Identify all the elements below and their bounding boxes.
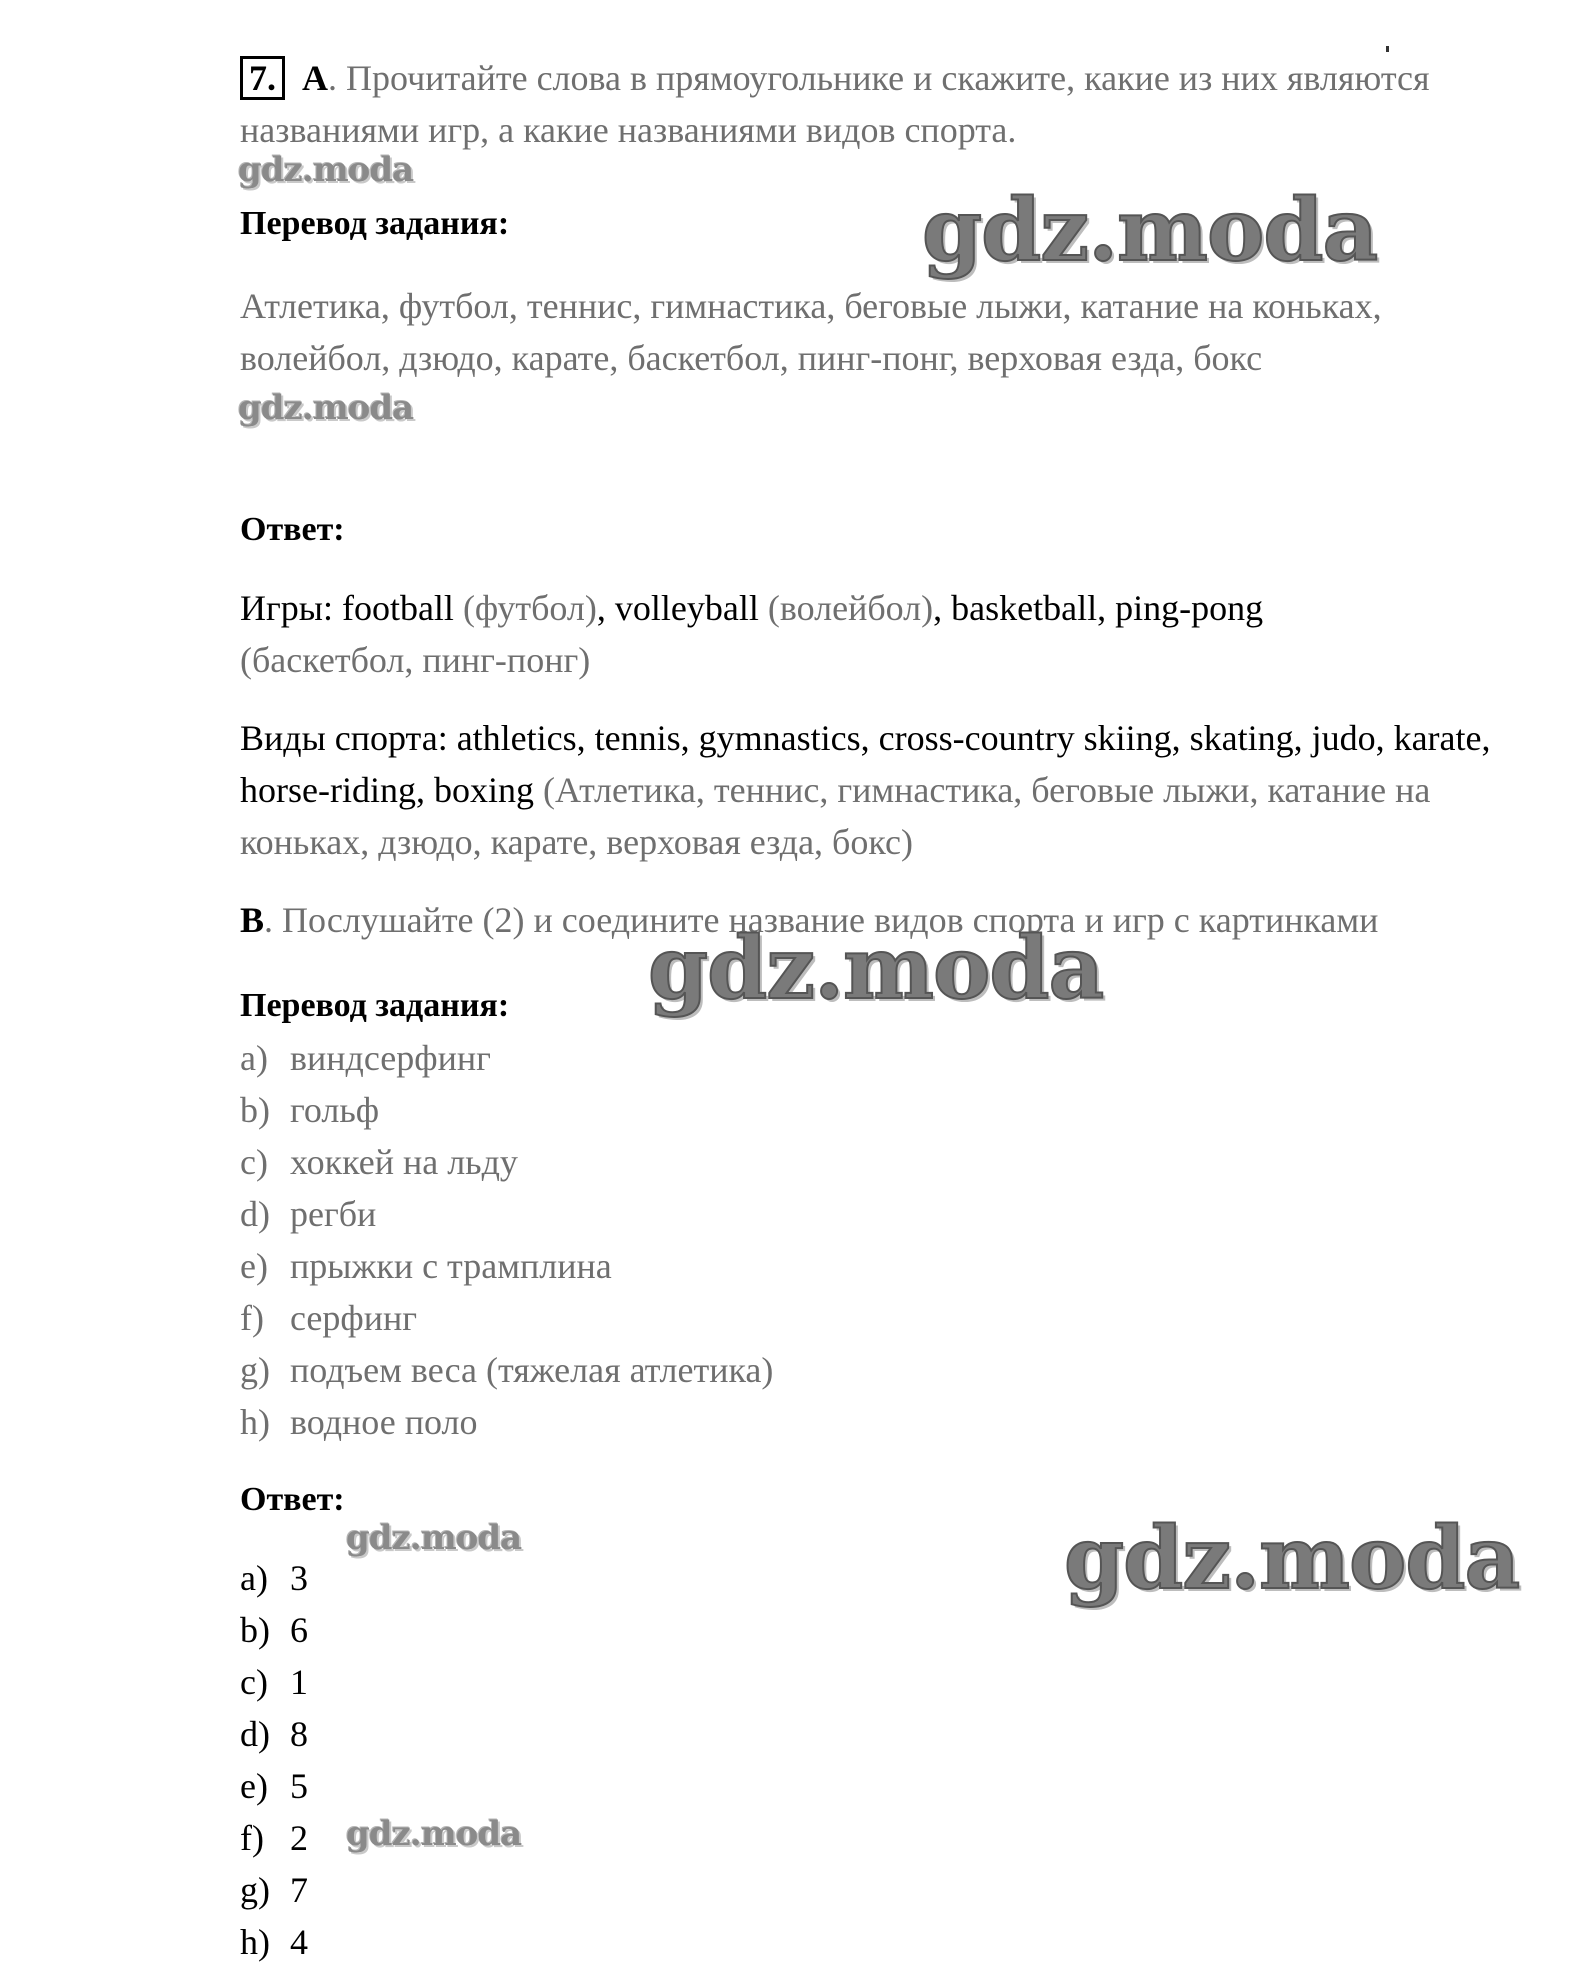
list-item: h) 4: [240, 1922, 308, 1962]
list-item: b) 6: [240, 1610, 308, 1650]
list-item: e) прыжки с трамплина: [240, 1246, 612, 1286]
list-item: d) 8: [240, 1714, 308, 1754]
list-item: e) 5: [240, 1766, 308, 1806]
games-label: Игры:: [240, 588, 342, 628]
list-item: d) регби: [240, 1194, 377, 1234]
sports-ru: (Атлетика, теннис, гимнастика, беговые лыжи, катание на коньках, дзюдо, карате, верховая езда, бокс): [240, 770, 1431, 862]
watermark: gdz.moda: [1064, 1508, 1520, 1609]
watermark: gdz.moda: [922, 180, 1378, 281]
games-ru-2: (волейбол): [758, 588, 934, 628]
watermark: gdz.moda: [346, 1814, 522, 1854]
watermark: gdz.moda: [648, 918, 1104, 1019]
watermark: gdz.moda: [238, 150, 414, 190]
list-item: f) 2: [240, 1818, 308, 1858]
list-item: f) серфинг: [240, 1298, 418, 1338]
games-ru-3: (баскетбол, пинг-понг): [240, 640, 591, 680]
part-b-label: B: [240, 900, 265, 940]
task-number: 7.: [240, 56, 285, 100]
watermark: gdz.moda: [238, 388, 414, 428]
watermark: gdz.moda: [346, 1518, 522, 1558]
list-item: g) 7: [240, 1870, 308, 1910]
sports-label: Виды спорта: athletics, tennis, gymnastics, cross-country skiing, skating, judo, karate, horse-riding, boxing: [240, 718, 1491, 810]
list-item: a) виндсерфинг: [240, 1038, 491, 1078]
translation-list-b: [240, 1032, 1540, 1448]
games-answer: [240, 582, 1540, 686]
translation-text-a: Атлетика, футбол, теннис, гимнастика, беговые лыжи, катание на коньках, волейбол, дзюдо, карате, баскетбол, пинг-понг, верховая езда, бокс: [240, 286, 1382, 378]
answer-heading-a: Ответ:: [240, 511, 345, 548]
answer-list-b: [240, 1552, 1540, 1968]
translation-heading-a: Перевод задания:: [240, 205, 510, 242]
list-item: c) хоккей на льду: [240, 1142, 518, 1182]
games-ru-1: (футбол): [453, 588, 597, 628]
list-item: b) гольф: [240, 1090, 380, 1130]
part-a-text: . Прочитайте слова в прямоугольнике и скажите, какие из них являются названиями игр, а какие названиями видов спорта.: [240, 58, 1430, 150]
sports-answer: [240, 712, 1540, 868]
part-b-text: . Послушайте (2) и соедините название видов спорта и игр с картинками: [264, 900, 1379, 940]
answer-heading-b: Ответ:: [240, 1481, 345, 1518]
games-en-1: football: [341, 588, 454, 628]
list-item: a) 3: [240, 1558, 308, 1598]
games-en-3: , basketball, ping-pong: [933, 588, 1264, 628]
games-en-2: volleyball: [614, 588, 759, 628]
translation-heading-b: Перевод задания:: [240, 987, 510, 1024]
list-item: h) водное поло: [240, 1402, 478, 1442]
games-sep-1: ,: [596, 588, 615, 628]
list-item: g) подъем веса (тяжелая атлетика): [240, 1350, 774, 1390]
list-item: c) 1: [240, 1662, 308, 1702]
part-a-label: A: [302, 58, 328, 98]
task-a-statement: [240, 52, 1540, 156]
